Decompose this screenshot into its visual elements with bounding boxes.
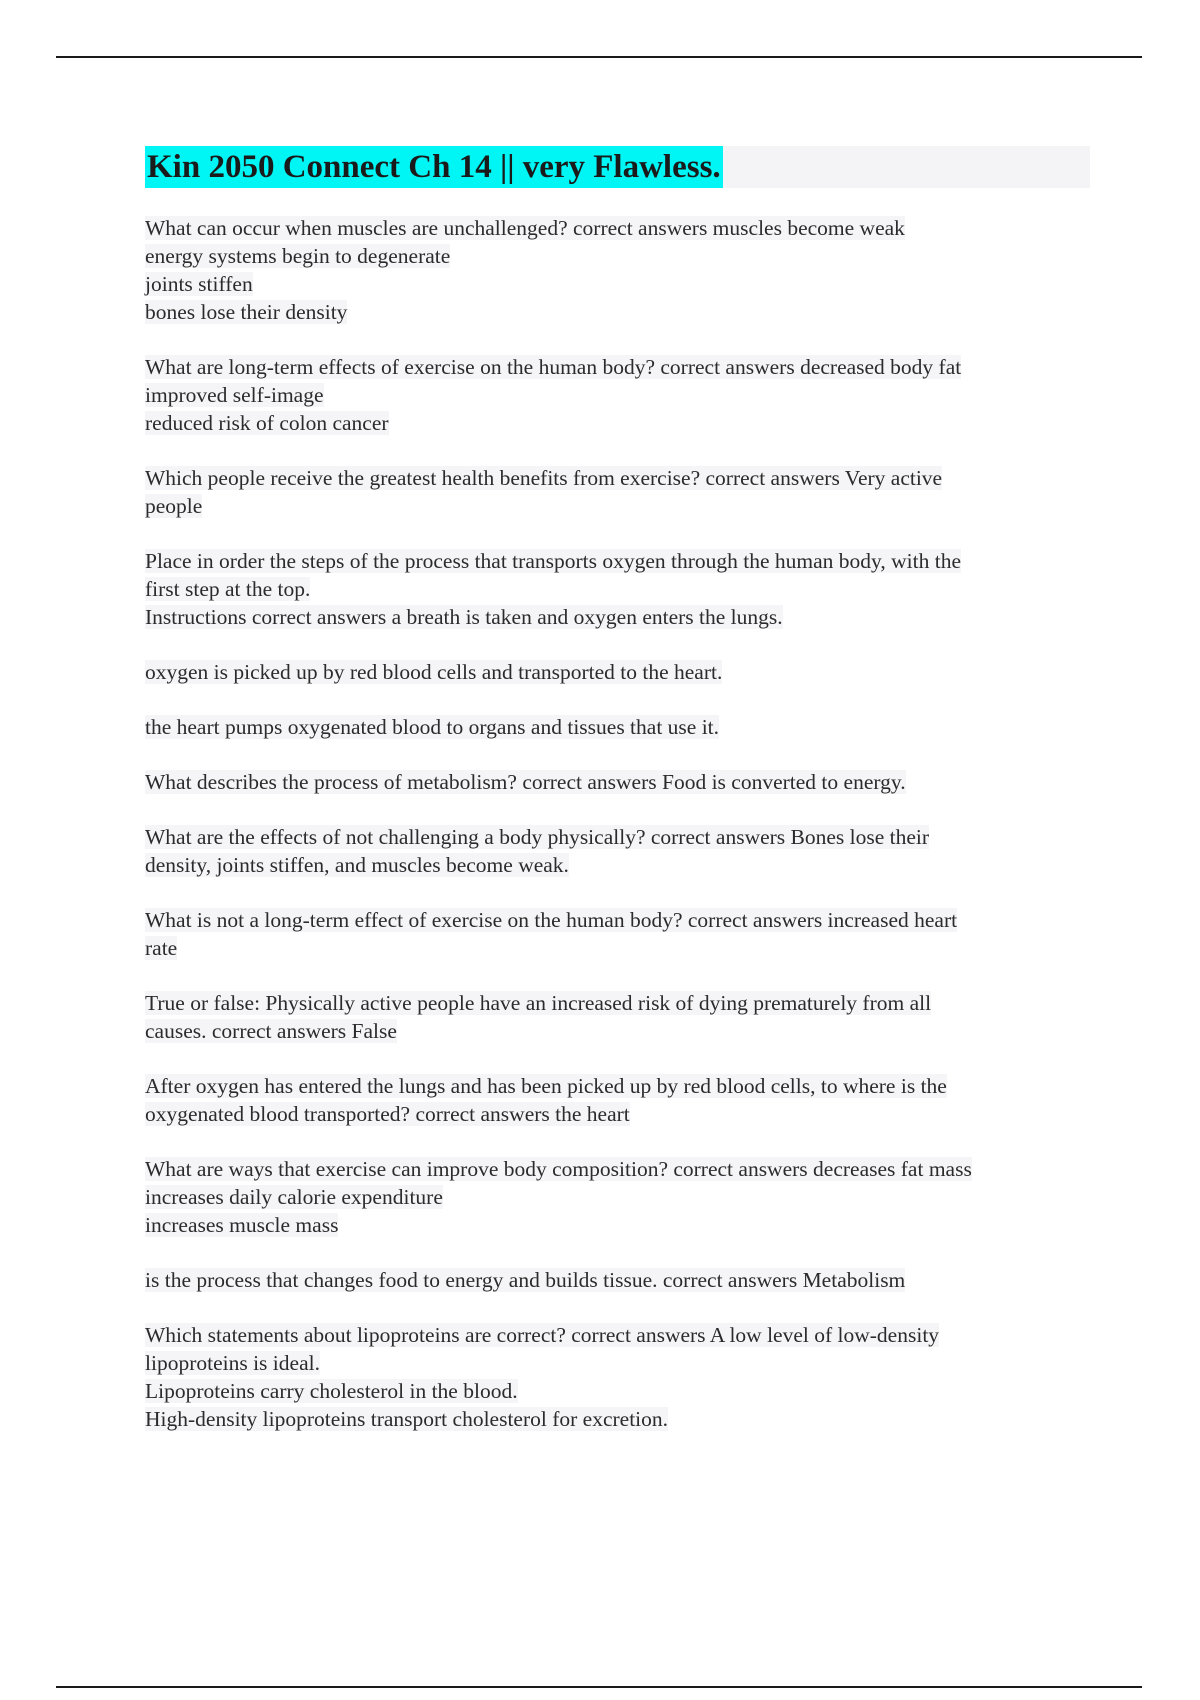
- qa-item: [145, 768, 1090, 796]
- qa-line: [145, 270, 1090, 298]
- qa-line: [145, 1405, 1090, 1433]
- qa-line-text: What can occur when muscles are unchallenged? correct answers muscles become weak: [145, 216, 905, 240]
- qa-line: [145, 1017, 1090, 1045]
- qa-line-text: oxygen is picked up by red blood cells and transported to the heart.: [145, 660, 723, 684]
- qa-line-text: rate: [145, 936, 178, 960]
- qa-item: [145, 989, 1090, 1045]
- qa-line: [145, 1072, 1090, 1100]
- qa-line-text: High-density lipoproteins transport cholesterol for excretion.: [145, 1407, 669, 1431]
- qa-line-text: causes. correct answers False: [145, 1019, 397, 1043]
- qa-line: [145, 547, 1090, 575]
- qa-line-text: is the process that changes food to energy and builds tissue. correct answers Metabolism: [145, 1268, 906, 1292]
- qa-line-text: density, joints stiffen, and muscles become weak.: [145, 853, 569, 877]
- qa-item: [145, 713, 1090, 741]
- qa-line-text: bones lose their density: [145, 300, 348, 324]
- qa-line: [145, 1211, 1090, 1239]
- qa-line-text: What describes the process of metabolism? correct answers Food is converted to energy.: [145, 770, 906, 794]
- qa-line: [145, 1183, 1090, 1211]
- qa-line-text: reduced risk of colon cancer: [145, 411, 389, 435]
- qa-item: [145, 353, 1090, 437]
- qa-line-text: lipoproteins is ideal.: [145, 1351, 320, 1375]
- qa-line-text: Lipoproteins carry cholesterol in the blood.: [145, 1379, 518, 1403]
- qa-line-text: True or false: Physically active people have an increased risk of dying prematurely from all: [145, 991, 932, 1015]
- qa-line: [145, 214, 1090, 242]
- top-rule: [56, 56, 1142, 58]
- qa-line-text: people: [145, 494, 203, 518]
- qa-line: [145, 934, 1090, 962]
- qa-line: [145, 409, 1090, 437]
- document-body: [145, 146, 1090, 1460]
- qa-line: [145, 492, 1090, 520]
- qa-item: [145, 658, 1090, 686]
- qa-line: [145, 768, 1090, 796]
- qa-line-text: oxygenated blood transported? correct answers the heart: [145, 1102, 630, 1126]
- qa-line-text: Instructions correct answers a breath is taken and oxygen enters the lungs.: [145, 605, 783, 629]
- qa-line-text: increases muscle mass: [145, 1213, 339, 1237]
- document-title: Kin 2050 Connect Ch 14 || very Flawless.: [145, 146, 723, 188]
- qa-line-text: Which people receive the greatest health benefits from exercise? correct answers Very active: [145, 466, 943, 490]
- qa-line: [145, 906, 1090, 934]
- qa-line: [145, 381, 1090, 409]
- qa-line-text: joints stiffen: [145, 272, 253, 296]
- qa-line: [145, 1266, 1090, 1294]
- qa-line-text: What are long-term effects of exercise on the human body? correct answers decreased body fat: [145, 355, 962, 379]
- qa-line: [145, 353, 1090, 381]
- qa-line: [145, 658, 1090, 686]
- qa-list: [145, 214, 1090, 1433]
- qa-line: [145, 298, 1090, 326]
- qa-item: [145, 1321, 1090, 1433]
- qa-line-text: improved self-image: [145, 383, 324, 407]
- qa-line-text: energy systems begin to degenerate: [145, 244, 451, 268]
- qa-item: [145, 464, 1090, 520]
- qa-item: [145, 1155, 1090, 1239]
- qa-line: [145, 1321, 1090, 1349]
- qa-line: [145, 851, 1090, 879]
- qa-item: [145, 547, 1090, 631]
- qa-line: [145, 989, 1090, 1017]
- qa-line-text: What are ways that exercise can improve body composition? correct answers decreases fat mass: [145, 1157, 972, 1181]
- qa-item: [145, 823, 1090, 879]
- title-bar: [145, 146, 1090, 188]
- qa-line: [145, 575, 1090, 603]
- qa-item: [145, 1072, 1090, 1128]
- qa-line: [145, 1349, 1090, 1377]
- qa-line: [145, 603, 1090, 631]
- qa-line-text: increases daily calorie expenditure: [145, 1185, 443, 1209]
- qa-line: [145, 1100, 1090, 1128]
- qa-line: [145, 1155, 1090, 1183]
- qa-line-text: What are the effects of not challenging a body physically? correct answers Bones lose their: [145, 825, 930, 849]
- qa-item: [145, 1266, 1090, 1294]
- qa-line-text: After oxygen has entered the lungs and has been picked up by red blood cells, to where is the: [145, 1074, 947, 1098]
- qa-line: [145, 242, 1090, 270]
- qa-line-text: first step at the top.: [145, 577, 311, 601]
- qa-line: [145, 464, 1090, 492]
- qa-line: [145, 823, 1090, 851]
- bottom-rule: [56, 1686, 1142, 1688]
- qa-item: [145, 214, 1090, 326]
- qa-line: [145, 1377, 1090, 1405]
- qa-line-text: the heart pumps oxygenated blood to organs and tissues that use it.: [145, 715, 720, 739]
- qa-line: [145, 713, 1090, 741]
- qa-line-text: Place in order the steps of the process that transports oxygen through the human body, with the: [145, 549, 962, 573]
- qa-line-text: What is not a long-term effect of exercise on the human body? correct answers increased heart: [145, 908, 958, 932]
- qa-item: [145, 906, 1090, 962]
- qa-line-text: Which statements about lipoproteins are correct? correct answers A low level of low-density: [145, 1323, 940, 1347]
